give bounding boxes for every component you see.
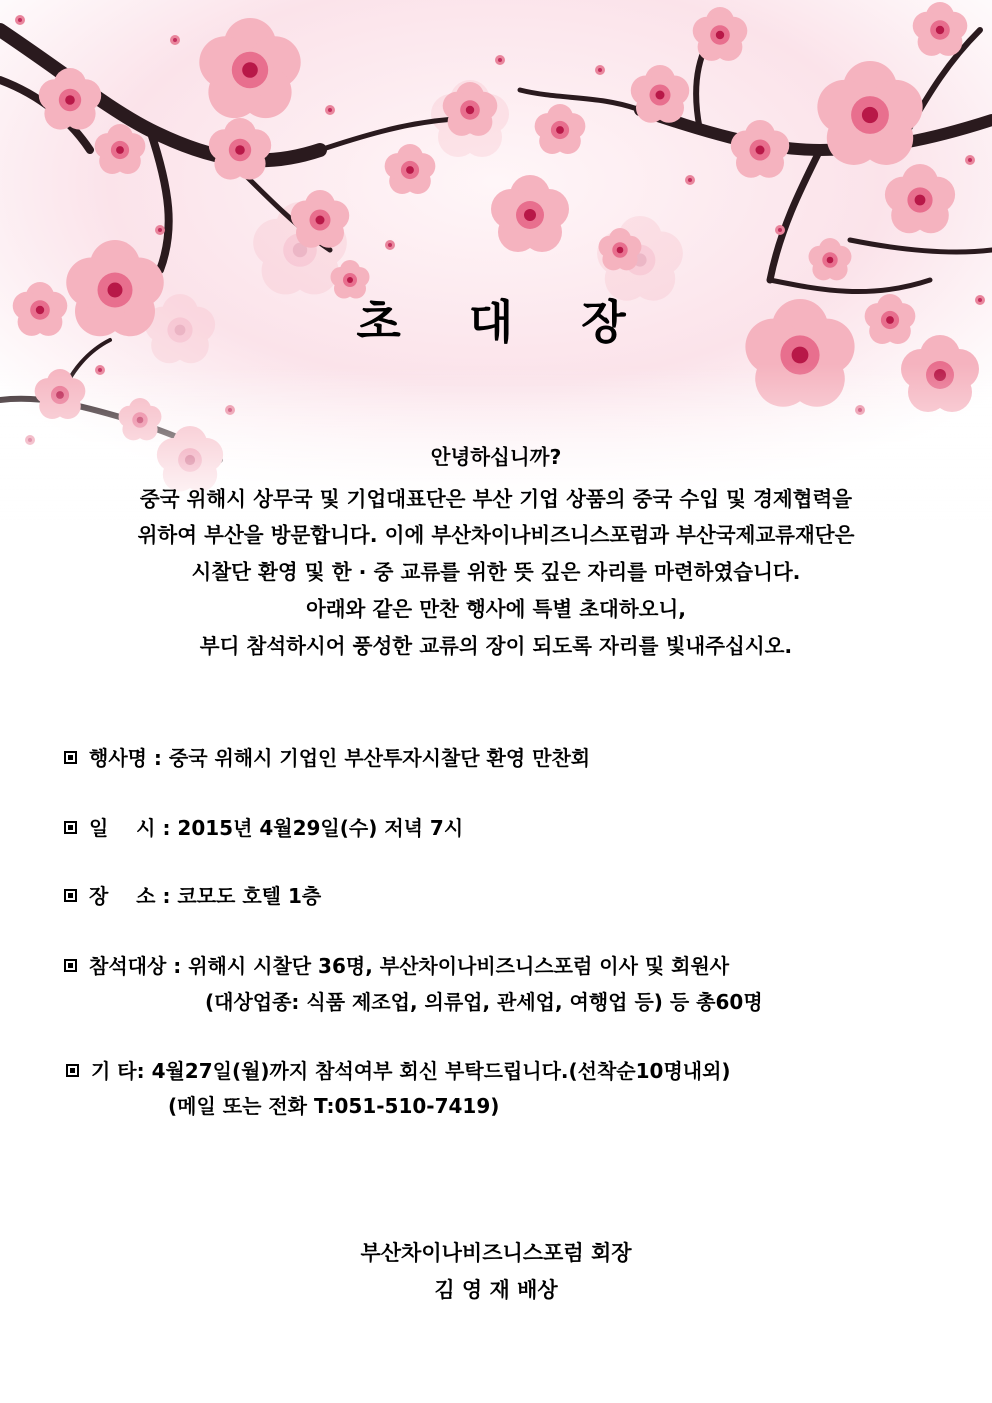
signature-org: 부산차이나비즈니스포럼 회장 <box>360 1241 632 1265</box>
detail-contact: (메일 또는 전화 T:051-510-7419) <box>168 1094 500 1118</box>
square-bullet-icon <box>64 959 77 972</box>
detail-event: 행사명 : 중국 위해시 기업인 부산투자시찰단 환영 만찬회 <box>64 742 590 771</box>
detail-other: 기 타: 4월27일(월)까지 참석여부 회신 부탁드립니다.(선착순10명내외) <box>66 1055 731 1084</box>
square-bullet-icon <box>64 751 77 764</box>
detail-attendees-note: (대상업종: 식품 제조업, 의류업, 관세업, 여행업 등) 등 총60명 <box>205 990 763 1014</box>
intro-line-4: 아래와 같은 만찬 행사에 특별 초대하오니, <box>305 597 687 621</box>
greeting: 안녕하십니까? <box>430 445 562 469</box>
square-bullet-icon <box>64 821 77 834</box>
detail-attendees: 참석대상 : 위해시 시찰단 36명, 부산차이나비즈니스포럼 이사 및 회원사 <box>64 950 729 979</box>
detail-venue: 장 소 : 코모도 호텔 1층 <box>64 880 321 909</box>
intro-line-1: 중국 위해시 상무국 및 기업대표단은 부산 기업 상품의 중국 수입 및 경제협력을 <box>139 487 853 511</box>
intro-line-3: 시찰단 환영 및 한 · 중 교류를 위한 뜻 깊은 자리를 마련하였습니다. <box>191 560 801 584</box>
signature-name: 김 영 재 배상 <box>434 1278 558 1302</box>
detail-datetime: 일 시 : 2015년 4월29일(수) 저녁 7시 <box>64 812 463 841</box>
square-bullet-icon <box>64 889 77 902</box>
page-title: 초 대 장 <box>356 295 652 349</box>
square-bullet-icon <box>66 1064 79 1077</box>
intro-line-5: 부디 참석하시어 풍성한 교류의 장이 되도록 자리를 빛내주십시오. <box>199 634 793 658</box>
intro-line-2: 위하여 부산을 방문합니다. 이에 부산차이나비즈니스포럼과 부산국제교류재단은 <box>137 523 855 547</box>
